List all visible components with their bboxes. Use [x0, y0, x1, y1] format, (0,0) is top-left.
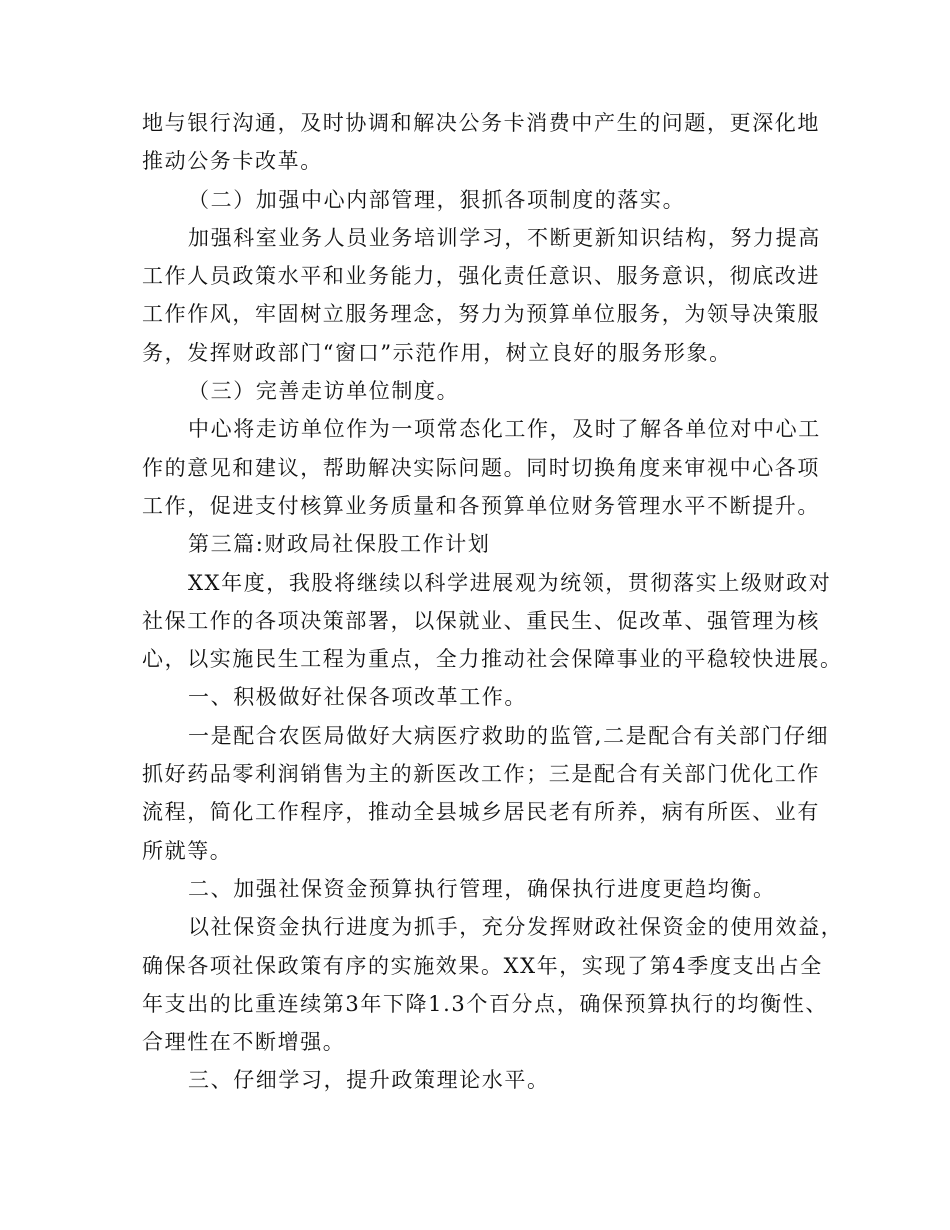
text-line: 一是配合农医局做好大病医疗救助的监管,二是配合有关部门仔细: [188, 723, 830, 748]
section-heading: 一、积极做好社保各项改革工作。: [188, 685, 527, 710]
section-heading: （二）加强中心内部管理，狠抓各项制度的落实。: [188, 187, 686, 212]
text-line: 合理性在不断增强。: [142, 1030, 346, 1055]
text-line: 地与银行沟通，及时协调和解决公务卡消费中产生的问题，更深化地: [142, 111, 820, 135]
document-body: [142, 104, 844, 1100]
text-line: 推动公务卡改革。: [142, 149, 323, 174]
text-line: 社保工作的各项决策部署，以保就业、重民生、促改革、强管理为核: [142, 608, 820, 633]
text-line: 中心将走访单位作为一项常态化工作，及时了解各单位对中心工: [188, 417, 821, 442]
text-line: 工作作风，牢固树立服务理念，努力为预算单位服务，为领导决策服: [142, 302, 820, 327]
text-line: 以社保资金执行进度为抓手，充分发挥财政社保资金的使用效益，: [188, 915, 844, 940]
text-line: 工作，促进支付核算业务质量和各预算单位财务管理水平不断提升。: [142, 493, 820, 518]
text-line: 年支出的比重连续第3年下降1.3个百分点，确保预算执行的均衡性、: [142, 991, 828, 1016]
text-line: 工作人员政策水平和业务能力，强化责任意识、服务意识，彻底改进: [142, 264, 820, 289]
text-line: 抓好药品零利润销售为主的新医改工作；三是配合有关部门优化工作: [142, 762, 820, 787]
chapter-title: 第三篇:财政局社保股工作计划: [188, 532, 491, 557]
text-line: 确保各项社保政策有序的实施效果。XX年，实现了第4季度支出占全: [142, 953, 823, 978]
section-heading: （三）完善走访单位制度。: [188, 379, 460, 404]
text-line: 作的意见和建议，帮助解决实际问题。同时切换角度来审视中心各项: [142, 455, 820, 480]
section-heading: 三、仔细学习，提升政策理论水平。: [188, 1068, 550, 1093]
section-heading: 二、加强社保资金预算执行管理，确保执行进度更趋均衡。: [188, 876, 776, 901]
text-line: 所就等。: [142, 838, 233, 863]
text-line: 务，发挥财政部门“窗口”示范作用，树立良好的服务形象。: [142, 340, 732, 365]
text-line: 心，以实施民生工程为重点，全力推动社会保障事业的平稳较快进展。: [142, 647, 843, 672]
text-line: 加强科室业务人员业务培训学习，不断更新知识结构，努力提高: [188, 225, 821, 250]
text-line: 流程，简化工作程序，推动全县城乡居民老有所养，病有所医、业有: [142, 800, 820, 825]
text-line: XX年度，我股将继续以科学进展观为统领，贯彻落实上级财政对: [188, 570, 832, 595]
